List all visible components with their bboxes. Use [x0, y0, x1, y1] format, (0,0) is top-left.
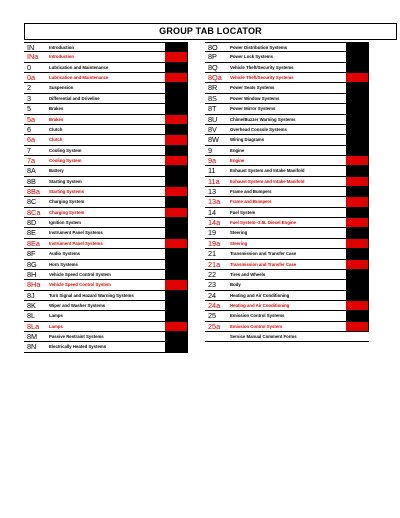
- group-label: Introduction: [49, 54, 75, 60]
- tab-marker: [346, 228, 368, 237]
- tab-marker: [346, 115, 368, 124]
- group-code: 8U: [208, 114, 218, 124]
- tab-marker: [165, 208, 187, 217]
- tab-marker: [165, 218, 187, 227]
- group-tab-row[interactable]: [205, 197, 369, 207]
- tab-marker: [165, 187, 187, 196]
- group-tab-row[interactable]: [24, 332, 188, 342]
- group-label: Frame and Bumpers: [230, 189, 272, 195]
- group-label: Suspension: [49, 85, 74, 91]
- tab-marker: [346, 177, 368, 186]
- group-tab-row[interactable]: [205, 228, 369, 238]
- group-tab-row[interactable]: [205, 73, 369, 83]
- group-tab-row[interactable]: [24, 146, 188, 156]
- group-code: 14: [208, 207, 217, 217]
- group-code: 8V: [208, 124, 217, 134]
- tab-marker: [346, 270, 368, 279]
- group-label: Differential and Driveline: [49, 95, 100, 101]
- tab-marker: [165, 301, 187, 310]
- tab-marker: [165, 228, 187, 237]
- group-label: Lamps: [49, 313, 63, 319]
- group-code: 8Ba: [27, 187, 40, 197]
- group-tab-row[interactable]: [205, 177, 369, 187]
- tab-marker: [346, 166, 368, 175]
- group-tab-row[interactable]: [205, 187, 369, 197]
- tab-marker: [165, 135, 187, 144]
- group-label: Brakes: [49, 116, 64, 122]
- tab-marker: [165, 280, 187, 289]
- group-tab-row[interactable]: [24, 135, 188, 145]
- group-code: 7a: [27, 155, 36, 165]
- tab-marker: [165, 166, 187, 175]
- group-tab-row[interactable]: [24, 301, 188, 311]
- group-code: 21a: [208, 259, 221, 269]
- group-code: 8C: [27, 197, 37, 207]
- group-tab-row[interactable]: [24, 197, 188, 207]
- group-tab-row[interactable]: [24, 104, 188, 114]
- tab-marker: [165, 177, 187, 186]
- group-label: Wiring Diagrams: [230, 137, 265, 143]
- group-label: Heating and Air Conditioning: [230, 292, 290, 298]
- group-code: 11: [208, 166, 216, 176]
- group-tab-row[interactable]: [205, 125, 369, 135]
- group-label: Cooling System: [49, 147, 82, 153]
- group-label: Transmission and Transfer Case: [230, 251, 297, 257]
- tab-marker: [346, 280, 368, 289]
- group-label: Vehicle Theft/Security Systems: [230, 75, 294, 81]
- group-label: Starting System: [49, 178, 82, 184]
- group-tab-row[interactable]: [24, 115, 188, 125]
- group-tab-row[interactable]: [205, 156, 369, 166]
- group-label: Vehicle Speed Control System: [49, 282, 111, 288]
- group-code: 22: [208, 269, 217, 279]
- group-code: 13a: [208, 197, 221, 207]
- group-code: 8B: [27, 176, 36, 186]
- tab-marker: [346, 125, 368, 134]
- tab-marker: [165, 332, 187, 341]
- group-tab-row[interactable]: [205, 332, 369, 342]
- group-label: Cooling System: [49, 157, 82, 163]
- tab-marker: [165, 146, 187, 155]
- group-code: 19a: [208, 238, 221, 248]
- group-code: 8D: [27, 218, 37, 228]
- group-code: 8S: [208, 93, 217, 103]
- tab-marker: [346, 239, 368, 248]
- tab-marker: [346, 322, 368, 331]
- tab-marker: [346, 43, 368, 51]
- group-label: Transmission and Transfer Case: [230, 261, 297, 267]
- group-tab-row[interactable]: [205, 146, 369, 156]
- group-tab-row[interactable]: [24, 177, 188, 187]
- group-tab-row[interactable]: [205, 208, 369, 218]
- group-label: Turn Signal and Hazard Warning Systems: [49, 292, 134, 298]
- group-code: 5: [27, 104, 32, 114]
- group-label: Ignition System: [49, 220, 81, 226]
- group-code: 8La: [27, 321, 40, 331]
- group-code: 9: [208, 145, 213, 155]
- group-code: 24a: [208, 300, 221, 310]
- tab-column-right: [205, 42, 369, 342]
- group-label: Instrument Panel Systems: [49, 240, 103, 246]
- tab-marker: [165, 63, 187, 72]
- group-tab-row[interactable]: [24, 311, 188, 321]
- group-label: Heating and Air Conditioning: [230, 302, 290, 308]
- group-tab-row[interactable]: [24, 291, 188, 301]
- tab-marker: [165, 94, 187, 103]
- group-tab-row[interactable]: [24, 249, 188, 259]
- tab-marker: [165, 342, 187, 351]
- tab-marker: [346, 94, 368, 103]
- group-label: Clutch: [49, 137, 63, 143]
- group-label: Power Window Systems: [230, 95, 280, 101]
- group-label: Exhaust System and Intake Manifold: [230, 178, 305, 184]
- group-label: Power Lock Systems: [230, 54, 273, 60]
- tab-marker: [165, 43, 187, 51]
- group-code: 8G: [27, 259, 37, 269]
- tab-marker: [165, 83, 187, 92]
- group-tab-row[interactable]: [24, 73, 188, 83]
- group-code: 24: [208, 290, 217, 300]
- group-tab-row[interactable]: [205, 291, 369, 301]
- group-code: 8H: [27, 269, 37, 279]
- group-label: Steering: [230, 240, 248, 246]
- group-tab-row[interactable]: [205, 63, 369, 73]
- tab-marker: [346, 156, 368, 165]
- group-tab-row[interactable]: [24, 280, 188, 290]
- group-tab-row[interactable]: [205, 280, 369, 290]
- group-code: 13: [208, 187, 217, 197]
- group-label: Lubrication and Maintenance: [49, 75, 109, 81]
- group-code: 8Ha: [27, 280, 41, 290]
- group-code: 0: [27, 62, 32, 72]
- tab-marker: [346, 208, 368, 217]
- group-code: 6a: [27, 135, 36, 145]
- group-tab-row[interactable]: [24, 208, 188, 218]
- group-tab-row[interactable]: [205, 322, 369, 332]
- group-code: 8Ea: [27, 238, 40, 248]
- group-tab-row[interactable]: [205, 52, 369, 62]
- group-tab-row[interactable]: [24, 94, 188, 104]
- tab-marker: [346, 146, 368, 155]
- group-label: Body: [230, 282, 241, 288]
- group-code: 8N: [27, 342, 37, 352]
- group-label: Power Seats Systems: [230, 85, 275, 91]
- tab-marker: [346, 83, 368, 92]
- group-label: Overhead Console Systems: [230, 126, 287, 132]
- group-code: INa: [27, 52, 39, 62]
- group-label: Lamps: [49, 323, 63, 329]
- group-tab-row[interactable]: [24, 322, 188, 332]
- tab-marker: [165, 52, 187, 61]
- group-code: 8P: [208, 52, 217, 62]
- group-code: 8Ca: [27, 207, 41, 217]
- tab-marker: [346, 301, 368, 310]
- group-label: Emission Control System: [230, 323, 283, 329]
- tab-marker: [165, 249, 187, 258]
- group-code: 3: [27, 93, 32, 103]
- group-tab-row[interactable]: [205, 239, 369, 249]
- tab-marker: [346, 197, 368, 206]
- group-tab-row[interactable]: [205, 115, 369, 125]
- group-code: 8T: [208, 104, 217, 114]
- group-tab-row[interactable]: [24, 156, 188, 166]
- tab-marker: [165, 322, 187, 331]
- group-tab-row[interactable]: [24, 83, 188, 93]
- group-label: Power Distribution Systems: [230, 45, 288, 50]
- group-label: Lubrication and Maintenance: [49, 64, 109, 70]
- group-code: 8W: [208, 135, 219, 145]
- group-tab-row[interactable]: [205, 135, 369, 145]
- group-label: Horn Systems: [49, 261, 78, 267]
- tab-marker: [346, 52, 368, 61]
- group-tab-row[interactable]: [24, 63, 188, 73]
- group-tab-row[interactable]: [205, 260, 369, 270]
- tab-marker: [346, 311, 368, 320]
- tab-marker: [346, 135, 368, 144]
- tab-marker: [165, 115, 187, 124]
- group-label: Clutch: [49, 126, 63, 132]
- group-label: Exhaust System and Intake Manifold: [230, 168, 305, 174]
- group-code: 9a: [208, 155, 217, 165]
- group-tab-row[interactable]: [205, 311, 369, 321]
- group-label: Passive Restraint Systems: [49, 334, 104, 340]
- group-code: 8L: [27, 311, 36, 321]
- group-tab-row[interactable]: [24, 125, 188, 135]
- group-label: Brakes: [49, 106, 64, 112]
- tab-marker: [165, 291, 187, 300]
- group-code: 25: [208, 311, 217, 321]
- tab-marker: [165, 197, 187, 206]
- group-tab-row[interactable]: [24, 42, 188, 52]
- tab-marker: [346, 260, 368, 269]
- group-code: 23: [208, 280, 217, 290]
- group-label: Steering: [230, 230, 248, 236]
- tab-marker: [346, 187, 368, 196]
- group-code: 8F: [27, 249, 36, 259]
- group-label: Battery: [49, 168, 64, 174]
- tab-marker: [165, 270, 187, 279]
- group-code: 8A: [27, 166, 36, 176]
- group-code: 8M: [27, 332, 38, 342]
- group-tab-row[interactable]: [205, 42, 369, 52]
- group-code: 8R: [208, 83, 218, 93]
- group-code: 25a: [208, 321, 221, 331]
- group-code: 8K: [27, 300, 36, 310]
- group-label: Power Mirror Systems: [230, 106, 276, 112]
- group-label: Frame and Bumpers: [230, 199, 272, 205]
- group-label: Audio Systems: [49, 251, 81, 257]
- tab-marker: [346, 73, 368, 82]
- group-tab-row[interactable]: [24, 187, 188, 197]
- group-label: Tires and Wheels: [230, 271, 266, 277]
- tab-marker: [165, 104, 187, 113]
- group-code: 7: [27, 145, 32, 155]
- group-label: Charging System: [49, 209, 85, 215]
- group-label: Engine: [230, 157, 245, 163]
- group-label: Electrically Heated Systems: [49, 344, 107, 350]
- tab-marker: [165, 239, 187, 248]
- group-code: 14a: [208, 218, 221, 228]
- group-tab-row[interactable]: [205, 94, 369, 104]
- group-tab-row[interactable]: [24, 218, 188, 228]
- tab-marker: [346, 249, 368, 258]
- group-code: 6: [27, 124, 32, 134]
- group-label: Vehicle Speed Control System: [49, 271, 111, 277]
- tab-column-left: [24, 42, 188, 353]
- group-label: Instrument Panel Systems: [49, 230, 103, 236]
- group-code: 0a: [27, 73, 36, 83]
- group-code: 8E: [27, 228, 36, 238]
- group-tab-row[interactable]: [205, 301, 369, 311]
- group-tab-row[interactable]: [24, 239, 188, 249]
- page-title: GROUP TAB LOCATOR: [24, 23, 397, 40]
- group-label: Emission Control Systems: [230, 313, 285, 319]
- group-label: Introduction: [49, 45, 75, 50]
- group-code: 19: [208, 228, 217, 238]
- group-tab-row[interactable]: [24, 228, 188, 238]
- group-tab-row[interactable]: [24, 52, 188, 62]
- group-code: 8J: [27, 290, 35, 300]
- group-code: 8Q: [208, 62, 218, 72]
- group-code: IN: [27, 43, 35, 52]
- group-label: Chime/Buzzer Warning Systems: [230, 116, 296, 122]
- group-tab-row[interactable]: [205, 218, 369, 228]
- group-tab-row[interactable]: [205, 270, 369, 280]
- group-code: 5a: [27, 114, 36, 124]
- group-code: 11a: [208, 176, 220, 186]
- tab-marker: [346, 291, 368, 300]
- tab-marker: [346, 63, 368, 72]
- group-tab-row[interactable]: [24, 166, 188, 176]
- tab-marker: [346, 104, 368, 113]
- group-label: Fuel System--2.5L Diesel Engine: [230, 220, 297, 226]
- group-label: Starting Systems: [49, 189, 85, 195]
- group-label: Engine: [230, 147, 245, 153]
- group-tab-row[interactable]: [205, 166, 369, 176]
- group-code: 2: [27, 83, 32, 93]
- tab-marker: [165, 73, 187, 82]
- group-tab-row[interactable]: [24, 270, 188, 280]
- group-tab-row[interactable]: [24, 342, 188, 352]
- group-tab-row[interactable]: [24, 260, 188, 270]
- group-tab-row[interactable]: [205, 249, 369, 259]
- group-code: 8Qa: [208, 73, 222, 83]
- group-label: Charging System: [49, 199, 85, 205]
- group-label: Vehicle Theft/Security Systems: [230, 64, 294, 70]
- tab-marker: [165, 125, 187, 134]
- group-code: 8O: [208, 43, 218, 52]
- group-label: Fuel System: [230, 209, 256, 215]
- group-tab-row[interactable]: [205, 83, 369, 93]
- tab-marker: [165, 311, 187, 320]
- tab-marker: [165, 260, 187, 269]
- group-label: Wiper and Washer Systems: [49, 302, 106, 308]
- tab-marker: [165, 156, 187, 165]
- group-label: Service Manual Comment Forms: [230, 334, 297, 340]
- tab-marker: [346, 218, 368, 227]
- group-code: 21: [208, 249, 217, 259]
- group-tab-row[interactable]: [205, 104, 369, 114]
